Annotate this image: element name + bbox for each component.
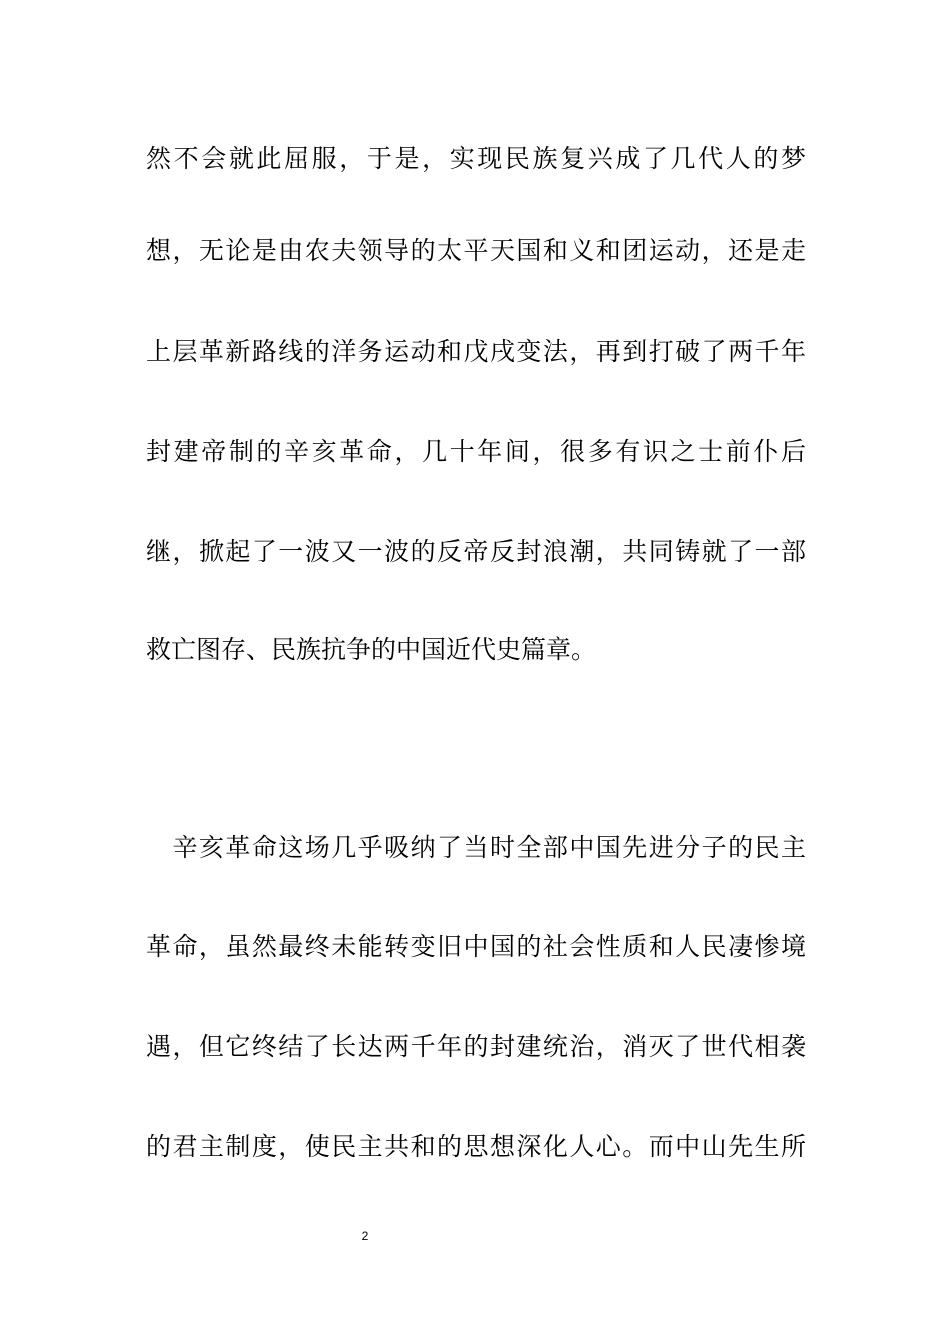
text-line: 遇，但它终结了长达两千年的封建统治，消灭了世代相袭 (146, 1032, 806, 1061)
text-line: 然不会就此屈服，于是，实现民族复兴成了几代人的梦 (146, 144, 806, 173)
text-line: 上层革新路线的洋务运动和戊戌变法，再到打破了两千年 (146, 337, 806, 366)
text-line: 封建帝制的辛亥革命，几十年间，很多有识之士前仆后 (146, 437, 806, 466)
text-line: 想，无论是由农夫领导的太平天国和义和团运动，还是走 (146, 236, 806, 265)
text-line: 继，掀起了一波又一波的反帝反封浪潮，共同铸就了一部 (146, 537, 806, 566)
text-line: 救亡图存、民族抗争的中国近代史篇章。 (146, 635, 597, 664)
text-line: 辛亥革命这场几乎吸纳了当时全部中国先进分子的民主 (146, 833, 806, 862)
page-number: 2 (361, 1229, 369, 1243)
text-line: 革命，虽然最终未能转变旧中国的社会性质和人民凄惨境 (146, 932, 806, 961)
text-line: 的君主制度，使民主共和的思想深化人心。而中山先生所 (146, 1132, 806, 1161)
